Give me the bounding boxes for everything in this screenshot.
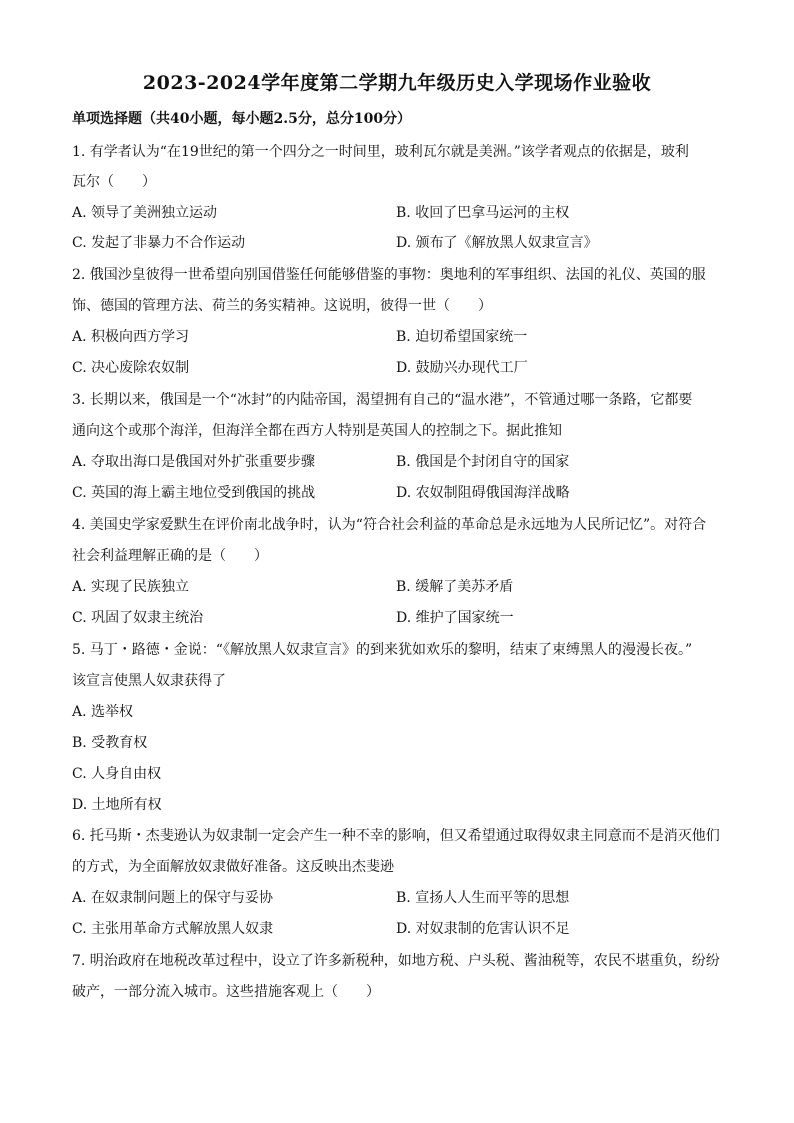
question-5-option-c: C. 人身自由权 (72, 766, 162, 782)
question-2-option-c: C. 决心废除农奴制 (72, 360, 190, 376)
question-4-option-b: B. 缓解了美苏矛盾 (396, 579, 514, 595)
question-1-line-2: 瓦尔（ ） (72, 174, 156, 190)
question-3-line-1: 3. 长期以来，俄国是一个“冰封”的内陆帝国，渴望拥有自己的“温水港”，不管通过哪一条路，它都要 (72, 392, 693, 408)
question-1-line-1: 1. 有学者认为“在19世纪的第一个四分之一时间里，玻利瓦尔就是美洲。”该学者观点的依据是，玻利 (72, 144, 689, 160)
question-6-option-c: C. 主张用革命方式解放黑人奴隶 (72, 921, 274, 937)
question-2-line-2: 饰、德国的管理方法、荷兰的务实精神。这说明，彼得一世（ ） (72, 298, 492, 314)
question-4-option-d: D. 维护了国家统一 (396, 610, 514, 626)
question-3-line-2: 通向这个或那个海洋，但海洋全都在西方人特别是英国人的控制之下。据此推知 (72, 423, 562, 439)
question-4-line-1: 4. 美国史学家爱默生在评价南北战争时，认为“符合社会利益的革命总是永远地为人民所记忆”。对符合 (72, 517, 707, 533)
question-2-option-d: D. 鼓励兴办现代工厂 (396, 360, 528, 376)
question-7-line-1: 7. 明治政府在地税改革过程中，设立了许多新税种，如地方税、户头税、酱油税等，农民不堪重负，纷纷 (72, 953, 720, 969)
question-1-option-d: D. 颁布了《解放黑人奴隶宣言》 (396, 235, 598, 251)
question-2-line-1: 2. 俄国沙皇彼得一世希望向别国借鉴任何能够借鉴的事物：奥地利的军事组织、法国的礼仪、英国的服 (72, 267, 706, 283)
question-3-option-c: C. 英国的海上霸主地位受到俄国的挑战 (72, 485, 316, 501)
question-2-option-a: A. 积极向西方学习 (72, 329, 190, 345)
section-heading: 单项选择题（共40小题，每小题2.5分，总分100分） (72, 111, 412, 127)
question-3-option-d: D. 农奴制阻碍俄国海洋战略 (396, 485, 570, 501)
question-6-option-a: A. 在奴隶制问题上的保守与妥协 (72, 890, 274, 906)
question-1-option-c: C. 发起了非暴力不合作运动 (72, 235, 246, 251)
question-3-option-a: A. 夺取出海口是俄国对外扩张重要步骤 (72, 454, 316, 470)
question-2-option-b: B. 迫切希望国家统一 (396, 329, 528, 345)
question-4-line-2: 社会利益理解正确的是（ ） (72, 548, 268, 564)
question-3-option-b: B. 俄国是个封闭自守的国家 (396, 454, 570, 470)
page-title: 2023-2024学年度第二学期九年级历史入学现场作业验收 (142, 72, 652, 94)
question-6-option-d: D. 对奴隶制的危害认识不足 (396, 921, 570, 937)
question-5-line-2: 该宣言使黑人奴隶获得了 (72, 673, 226, 689)
question-7-line-2: 破产，一部分流入城市。这些措施客观上（ ） (72, 984, 380, 1000)
question-6-option-b: B. 宣扬人人生而平等的思想 (396, 890, 570, 906)
question-5-option-d: D. 土地所有权 (72, 797, 162, 813)
question-1-option-b: B. 收回了巴拿马运河的主权 (396, 205, 570, 221)
question-1-option-a: A. 领导了美洲独立运动 (72, 205, 218, 221)
question-4-option-c: C. 巩固了奴隶主统治 (72, 610, 204, 626)
question-6-line-2: 的方式，为全面解放奴隶做好准备。这反映出杰斐逊 (72, 859, 394, 875)
question-4-option-a: A. 实现了民族独立 (72, 579, 190, 595)
question-6-line-1: 6. 托马斯・杰斐逊认为奴隶制一定会产生一种不幸的影响，但又希望通过取得奴隶主同意而不是消灭他们 (72, 828, 720, 844)
question-5-option-a: A. 选举权 (72, 704, 134, 720)
question-5-option-b: B. 受教育权 (72, 735, 148, 751)
question-5-line-1: 5. 马丁・路德・金说：“《解放黑人奴隶宣言》的到来犹如欢乐的黎明，结束了束缚黑人的漫漫长夜。” (72, 642, 693, 658)
